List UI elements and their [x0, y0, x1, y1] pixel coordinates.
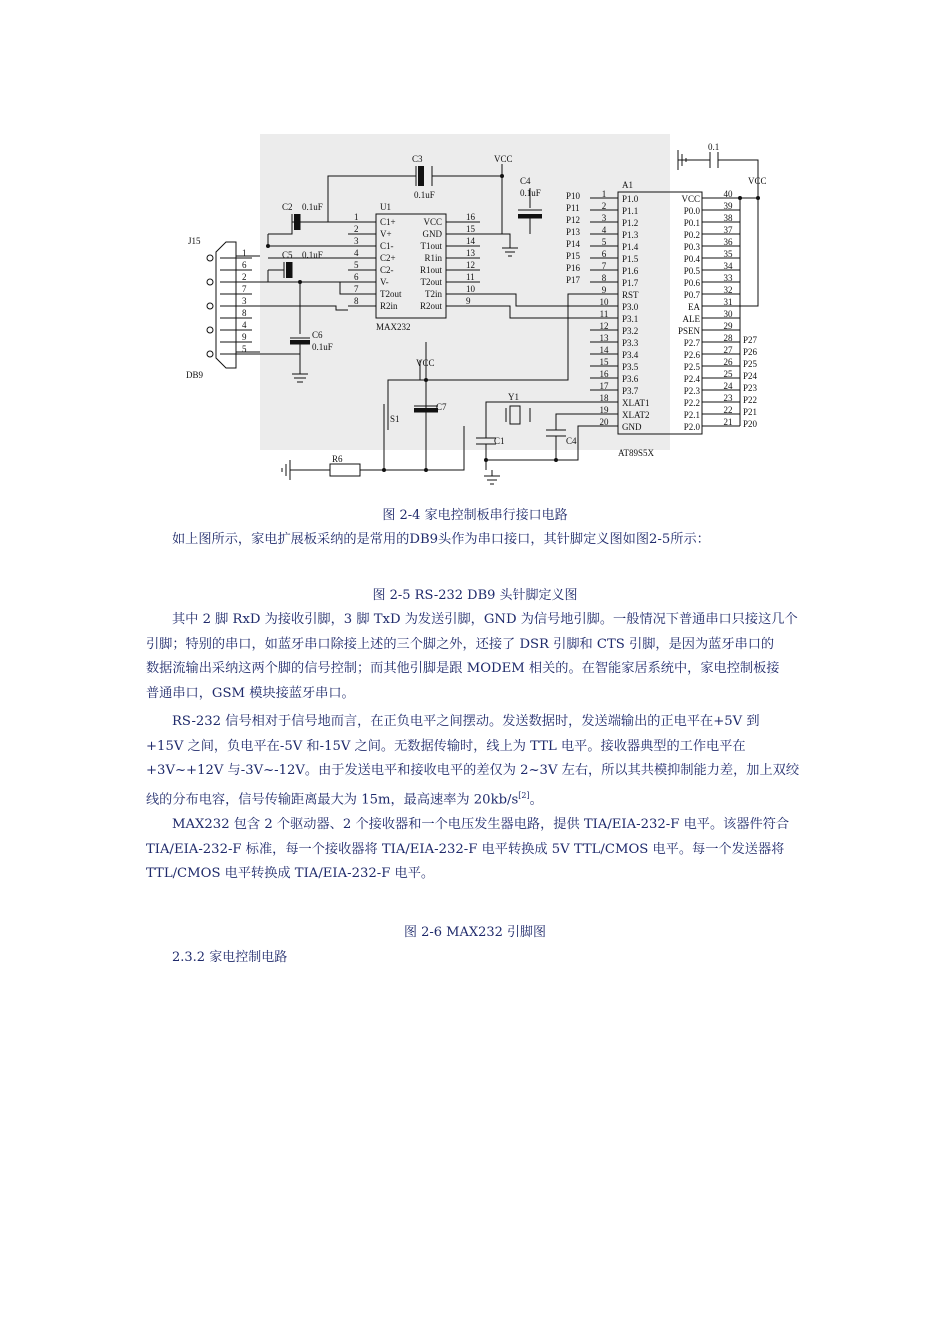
- label-c6: C6: [312, 330, 323, 340]
- mcu-pin-number: 22: [723, 405, 733, 415]
- max232-pin-name: V+: [380, 229, 392, 239]
- max232-pin-number: 14: [466, 236, 475, 246]
- label-a1: A1: [622, 180, 633, 190]
- db9-pin-number: 7: [242, 284, 247, 294]
- mcu-pin-name: P0.5: [683, 266, 700, 276]
- mcu-pin-name: P3.3: [622, 338, 639, 348]
- mcu-pin-name: P3.1: [622, 314, 639, 324]
- max232-pin-number: 5: [354, 260, 359, 270]
- mcu-pin-number: 17: [599, 381, 609, 391]
- max232-pin-number: 3: [354, 236, 359, 246]
- mcu-pin-name: P1.0: [622, 194, 639, 204]
- mcu-pin-name: PSEN: [677, 326, 700, 336]
- pin-line-1: 其中 2 脚 RxD 为接收引脚，3 脚 TxD 为发送引脚，GND 为信号地引脚。一般情况下普通串口只接这几个: [172, 612, 798, 627]
- max232-pin-name: V-: [380, 277, 389, 287]
- mcu-net-label: P17: [566, 275, 581, 285]
- mcu-pin-name: EA: [688, 302, 700, 312]
- max232-pin-name: C2-: [380, 265, 394, 275]
- mcu-net-label: P24: [743, 371, 758, 381]
- label-c7: C7: [436, 402, 447, 412]
- mcu-pin-name: P3.0: [622, 302, 639, 312]
- mcu-pin-number: 8: [601, 273, 607, 283]
- max232-pin-number: 1: [354, 212, 359, 222]
- label-c5-value: 0.1uF: [302, 250, 323, 260]
- mcu-pin-number: 7: [601, 261, 607, 271]
- mcu-pin-number: 28: [723, 333, 733, 343]
- label-c2: C2: [282, 202, 293, 212]
- mcu-pin-number: 4: [601, 225, 607, 235]
- max232-line-2: TIA/EIA-232-F 标准，每一个接收器将 TIA/EIA-232-F 电平转换成 5V TTL/CMOS 电平。每一个发送器将: [146, 841, 785, 857]
- rs232-line-3: +3V~+12V 与-3V~-12V。由于发送电平和接收电平的差仅为 2~3V 左右，所以其共模抑制能力差，加上双绞: [146, 763, 800, 778]
- db9-pin-number: 1: [242, 248, 247, 258]
- mcu-net-label: P12: [566, 215, 581, 225]
- pin-line-4: 普通串口，GSM 模块接蓝牙串口。: [146, 685, 355, 701]
- label-c3: C3: [412, 154, 423, 164]
- mcu-pin-name: P3.7: [622, 386, 639, 396]
- db9-pin-number: 8: [242, 308, 247, 318]
- intro-text: 如上图所示，家电扩展板采纳的是常用的DB9头作为串口接口，其针脚定义图如图2-5所示：: [172, 532, 710, 547]
- max232-pin-number: 7: [354, 284, 359, 294]
- max232-pin-name: C1-: [380, 241, 394, 251]
- mcu-pin-name: P0.4: [683, 254, 700, 264]
- mcu-pin-number: 9: [601, 285, 607, 295]
- rs232-line-2: +15V 之间，负电平在-5V 和-15V 之间。无数据传输时，线上为 TTL 电平。接收器典型的工作电平在: [146, 738, 746, 754]
- mcu-pin-name: P2.4: [683, 374, 700, 384]
- max232-pin-number: 9: [466, 296, 471, 306]
- max232-pin-name: GND: [422, 229, 442, 239]
- mcu-net-label: P13: [566, 227, 581, 237]
- section-heading: 2.3.2 家电控制电路: [172, 950, 288, 965]
- mcu-pin-number: 26: [723, 357, 733, 367]
- mcu-pin-name: P0.0: [683, 206, 700, 216]
- max232-pin-number: 6: [354, 272, 359, 282]
- label-vcc-mcu: VCC: [748, 176, 767, 186]
- mcu-pin-number: 31: [723, 297, 733, 307]
- rs232-line-4-text: 线的分布电容，信号传输距离最大为 15m，最高速率为 20kb/s: [146, 791, 519, 807]
- max232-pin-number: 8: [354, 296, 359, 306]
- mcu-pin-number: 36: [723, 237, 733, 247]
- mcu-pin-number: 14: [599, 345, 609, 355]
- db9-pin-number: 6: [242, 260, 247, 270]
- schematic-figure: [180, 130, 780, 492]
- rs232-line-4: [146, 784, 810, 813]
- mcu-net-label: P21: [743, 407, 758, 417]
- figure-2-6-caption: 图 2-6 MAX232 引脚图: [403, 925, 547, 940]
- max232-pin-name: T2out: [420, 277, 442, 287]
- max232-pin-number: 2: [354, 224, 359, 234]
- mcu-pin-number: 12: [599, 321, 609, 331]
- mcu-pin-number: 10: [599, 297, 609, 307]
- mcu-net-label: P23: [743, 383, 758, 393]
- max232-pin-number: 4: [354, 248, 359, 258]
- mcu-pin-name: P3.2: [622, 326, 639, 336]
- mcu-pin-number: 3: [601, 213, 607, 223]
- mcu-pin-number: 39: [723, 201, 733, 211]
- mcu-net-label: P26: [743, 347, 758, 357]
- db9-pin-number: 3: [242, 296, 247, 306]
- max232-pin-name: VCC: [423, 217, 442, 227]
- label-c-01: 0.1: [708, 142, 720, 152]
- label-c4-top: C4: [520, 176, 531, 186]
- label-c5: C5: [282, 250, 293, 260]
- mcu-pin-name: P0.6: [683, 278, 700, 288]
- mcu-pin-number: 25: [723, 369, 733, 379]
- max232-pin-number: 12: [466, 260, 475, 270]
- mcu-pin-number: 37: [723, 225, 733, 235]
- mcu-pin-name: P2.0: [683, 422, 700, 432]
- mcu-pin-number: 5: [601, 237, 607, 247]
- mcu-pin-number: 21: [723, 417, 733, 427]
- serial-interface-schematic: [180, 130, 780, 492]
- max232-paragraph: [146, 813, 810, 887]
- mcu-pin-name: P3.6: [622, 374, 639, 384]
- intro-paragraph: [146, 528, 810, 553]
- mcu-net-label: P10: [566, 191, 581, 201]
- mcu-pin-number: 32: [723, 285, 733, 295]
- mcu-pin-number: 15: [599, 357, 609, 367]
- mcu-pin-number: 40: [723, 189, 733, 199]
- label-c2-value: 0.1uF: [302, 202, 323, 212]
- db9-pin-number: 4: [242, 320, 247, 330]
- mcu-pin-name: P0.1: [683, 218, 700, 228]
- label-r6: R6: [332, 454, 343, 464]
- max232-pin-name: T2out: [380, 289, 402, 299]
- mcu-pin-name: P0.7: [683, 290, 700, 300]
- mcu-pin-number: 38: [723, 213, 733, 223]
- label-c1: C1: [494, 436, 505, 446]
- label-y1: Y1: [508, 392, 519, 402]
- mcu-pin-name: P3.4: [622, 350, 639, 360]
- mcu-pin-number: 34: [723, 261, 733, 271]
- max232-pin-number: 11: [466, 272, 475, 282]
- rs232-paragraph: [146, 710, 810, 812]
- mcu-pin-number: 27: [723, 345, 733, 355]
- mcu-pin-name: XLAT1: [622, 398, 650, 408]
- mcu-pin-name: P1.2: [622, 218, 639, 228]
- mcu-net-label: P27: [743, 335, 758, 345]
- mcu-pin-name: P1.4: [622, 242, 639, 252]
- mcu-net-label: P15: [566, 251, 581, 261]
- mcu-pin-name: P2.1: [683, 410, 700, 420]
- mcu-net-label: P22: [743, 395, 758, 405]
- label-at89s5x: AT89S5X: [618, 448, 655, 458]
- mcu-pin-number: 6: [601, 249, 607, 259]
- label-c4: C4: [566, 436, 577, 446]
- mcu-pin-number: 24: [723, 381, 733, 391]
- rs232-line-4-end: 。: [529, 791, 543, 807]
- mcu-pin-name: P2.3: [683, 386, 700, 396]
- max232-pin-name: R1in: [424, 253, 442, 263]
- max232-line-1: MAX232 包含 2 个驱动器、2 个接收器和一个电压发生器电路，提供 TIA/EIA-232-F 电平。该器件符合: [172, 817, 790, 832]
- citation: [2]: [518, 790, 530, 800]
- mcu-pin-number: 16: [599, 369, 609, 379]
- label-vcc-reset: VCC: [416, 358, 435, 368]
- mcu-pin-number: 23: [723, 393, 733, 403]
- label-s1: S1: [390, 414, 400, 424]
- max232-pin-name: C1+: [380, 217, 396, 227]
- max232-pin-name: R2in: [380, 301, 398, 311]
- max232-pin-name: R1out: [419, 265, 442, 275]
- mcu-pin-name: P1.5: [622, 254, 639, 264]
- mcu-pin-number: 30: [723, 309, 733, 319]
- label-j15: J15: [188, 236, 201, 246]
- db9-pin-number: 5: [242, 344, 247, 354]
- mcu-net-label: P16: [566, 263, 581, 273]
- max232-line-3: TTL/CMOS 电平转换成 TIA/EIA-232-F 电平。: [146, 866, 435, 881]
- mcu-pin-name: P0.3: [683, 242, 700, 252]
- mcu-pin-name: P2.6: [683, 350, 700, 360]
- mcu-pin-number: 13: [599, 333, 609, 343]
- mcu-pin-name: P1.3: [622, 230, 639, 240]
- mcu-pin-number: 29: [723, 321, 733, 331]
- mcu-pin-name: P2.7: [683, 338, 700, 348]
- mcu-pin-name: P0.2: [683, 230, 700, 240]
- max232-pin-number: 16: [466, 212, 475, 222]
- mcu-pin-number: 20: [599, 417, 609, 427]
- mcu-pin-number: 1: [601, 189, 607, 199]
- mcu-net-label: P11: [566, 203, 580, 213]
- mcu-pin-name: P2.5: [683, 362, 700, 372]
- db9-pin-number: 9: [242, 332, 247, 342]
- mcu-pin-number: 11: [599, 309, 609, 319]
- schematic-background: [260, 134, 670, 450]
- label-u1: U1: [380, 202, 391, 212]
- mcu-pin-name: P1.7: [622, 278, 639, 288]
- mcu-net-label: P25: [743, 359, 758, 369]
- figure-2-4-caption: 图 2-4 家电控制板串行接口电路: [382, 508, 568, 523]
- mcu-pin-number: 33: [723, 273, 733, 283]
- mcu-pin-name: RST: [622, 290, 639, 300]
- mcu-pin-name: XLAT2: [622, 410, 650, 420]
- rs232-line-1: RS-232 信号相对于信号地而言，在正负电平之间摆动。发送数据时，发送端输出的正电平在+5V 到: [172, 714, 760, 729]
- mcu-pin-name: GND: [622, 422, 642, 432]
- label-max232: MAX232: [376, 322, 411, 332]
- mcu-pin-name: P2.2: [683, 398, 700, 408]
- mcu-pin-number: 2: [601, 201, 607, 211]
- mcu-net-label: P20: [743, 419, 758, 429]
- mcu-pin-name: P1.6: [622, 266, 639, 276]
- label-c4-value: 0.1uF: [520, 188, 541, 198]
- max232-pin-number: 15: [466, 224, 475, 234]
- pin-line-3: 数据流输出采纳这两个脚的信号控制；而其他引脚是跟 MODEM 相关的。在智能家居系统中，家电控制板接: [146, 661, 780, 676]
- max232-pin-number: 10: [466, 284, 475, 294]
- label-c6-value: 0.1uF: [312, 342, 333, 352]
- pin-description-paragraph: [146, 608, 810, 706]
- label-vcc-max232: VCC: [494, 154, 513, 164]
- max232-pin-name: C2+: [380, 253, 396, 263]
- mcu-pin-number: 35: [723, 249, 733, 259]
- mcu-pin-name: ALE: [682, 314, 700, 324]
- db9-pin-number: 2: [242, 272, 247, 282]
- mcu-pin-number: 18: [599, 393, 609, 403]
- label-c3-value: 0.1uF: [414, 190, 435, 200]
- mcu-pin-number: 19: [599, 405, 609, 415]
- mcu-pin-name: VCC: [681, 194, 700, 204]
- mcu-pin-name: P3.5: [622, 362, 639, 372]
- max232-pin-name: R2out: [419, 301, 442, 311]
- pin-line-2: 引脚；特别的串口，如蓝牙串口除接上述的三个脚之外，还接了 DSR 引脚和 CTS 引脚，是因为蓝牙串口的: [146, 636, 775, 652]
- figure-2-5-caption: 图 2-5 RS-232 DB9 头针脚定义图: [372, 588, 578, 603]
- max232-pin-name: T1out: [420, 241, 442, 251]
- mcu-pin-name: P1.1: [622, 206, 639, 216]
- max232-pin-name: T2in: [425, 289, 442, 299]
- label-db9: DB9: [186, 370, 204, 380]
- max232-pin-number: 13: [466, 248, 475, 258]
- mcu-net-label: P14: [566, 239, 581, 249]
